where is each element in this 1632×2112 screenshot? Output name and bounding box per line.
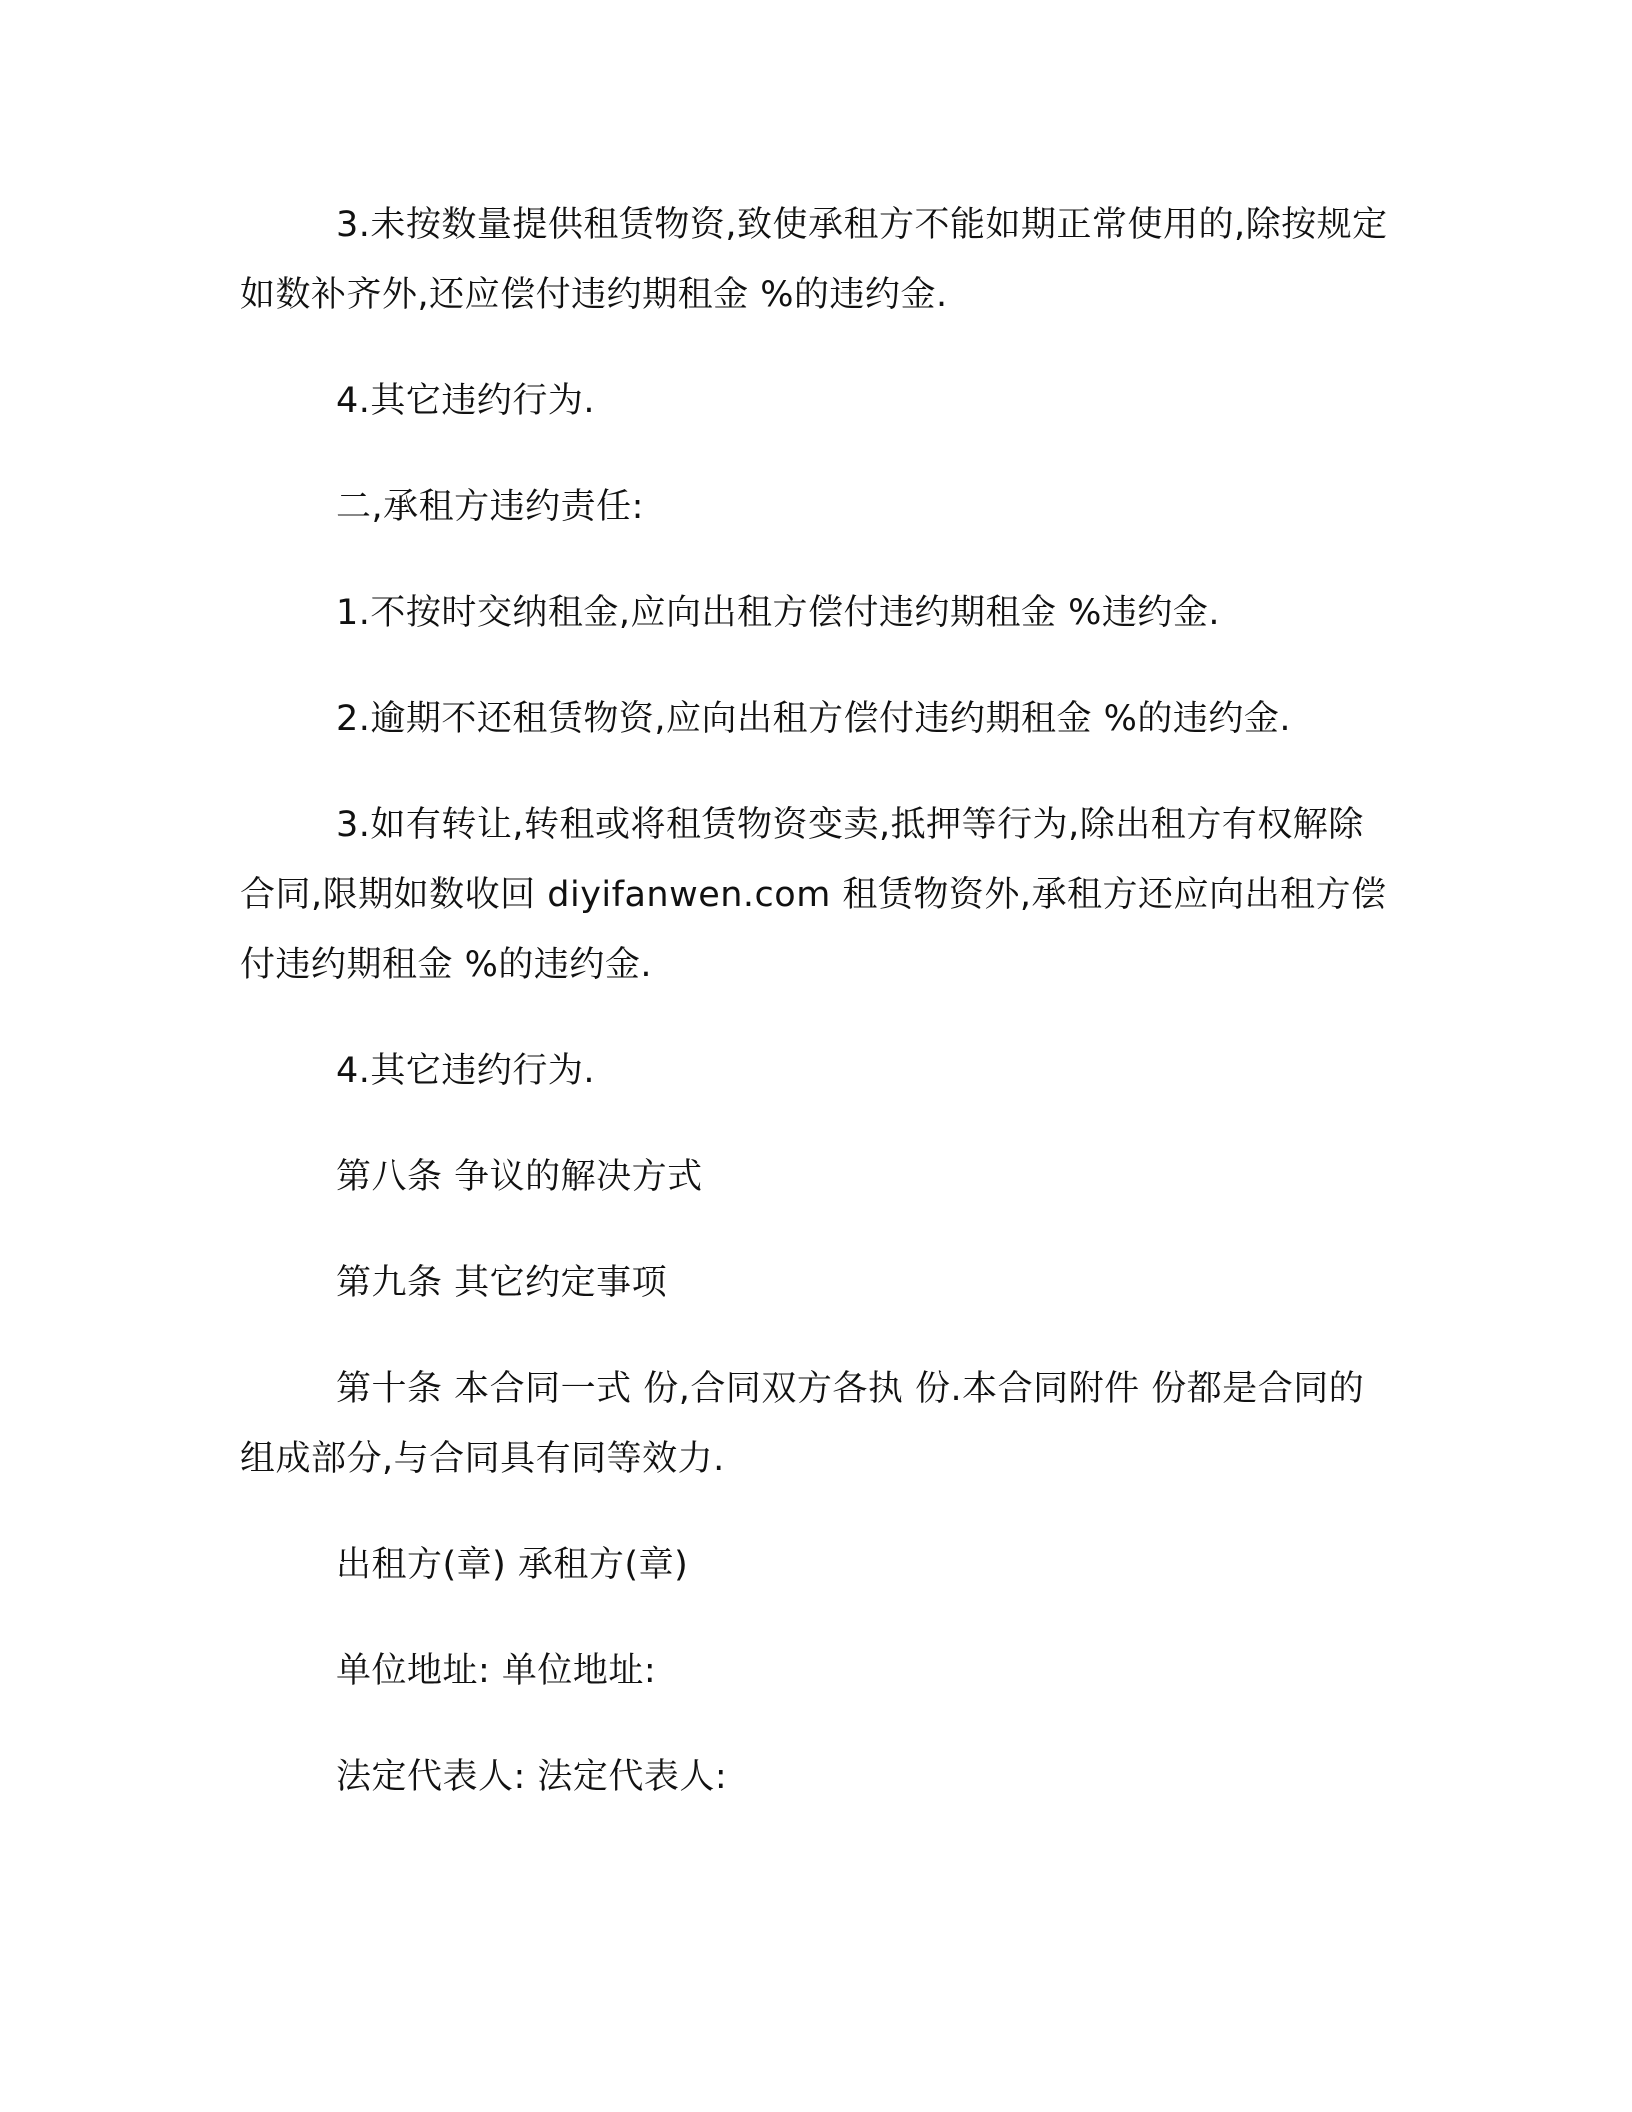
paragraph-lessee-breach-1: 1.不按时交纳租金,应向出租方偿付违约期租金 %违约金. bbox=[336, 593, 1221, 633]
document-body bbox=[240, 190, 1390, 1812]
paragraph-lessee-breach-4: 4.其它违约行为. bbox=[336, 1051, 596, 1091]
article-8-heading: 第八条 争议的解决方式 bbox=[336, 1157, 703, 1197]
paragraph-lessee-breach-3: 3.如有转让,转租或将租赁物资变卖,抵押等行为,除出租方有权解除合同,限期如数收回 diyifanwen.com 租赁物资外,承租方还应向出租方偿付违约期租金 %的违约金. bbox=[240, 805, 1387, 985]
paragraph-lessor-breach-3: 3.未按数量提供租赁物资,致使承租方不能如期正常使用的,除按规定如数补齐外,还应偿付违约期租金 %的违约金. bbox=[240, 205, 1388, 315]
legal-representative-line: 法定代表人: 法定代表人: bbox=[336, 1757, 728, 1797]
unit-address-line: 单位地址: 单位地址: bbox=[336, 1651, 657, 1691]
article-9-heading: 第九条 其它约定事项 bbox=[336, 1263, 668, 1303]
section-heading-lessee-liability: 二,承租方违约责任: bbox=[336, 487, 644, 527]
paragraph-lessee-breach-2: 2.逾期不还租赁物资,应向出租方偿付违约期租金 %的违约金. bbox=[336, 699, 1292, 739]
paragraph-lessor-breach-4: 4.其它违约行为. bbox=[336, 381, 596, 421]
signature-parties-line: 出租方(章) 承租方(章) bbox=[336, 1545, 689, 1585]
article-10-paragraph: 第十条 本合同一式 份,合同双方各执 份.本合同附件 份都是合同的组成部分,与合同具有同等效力. bbox=[240, 1369, 1365, 1479]
